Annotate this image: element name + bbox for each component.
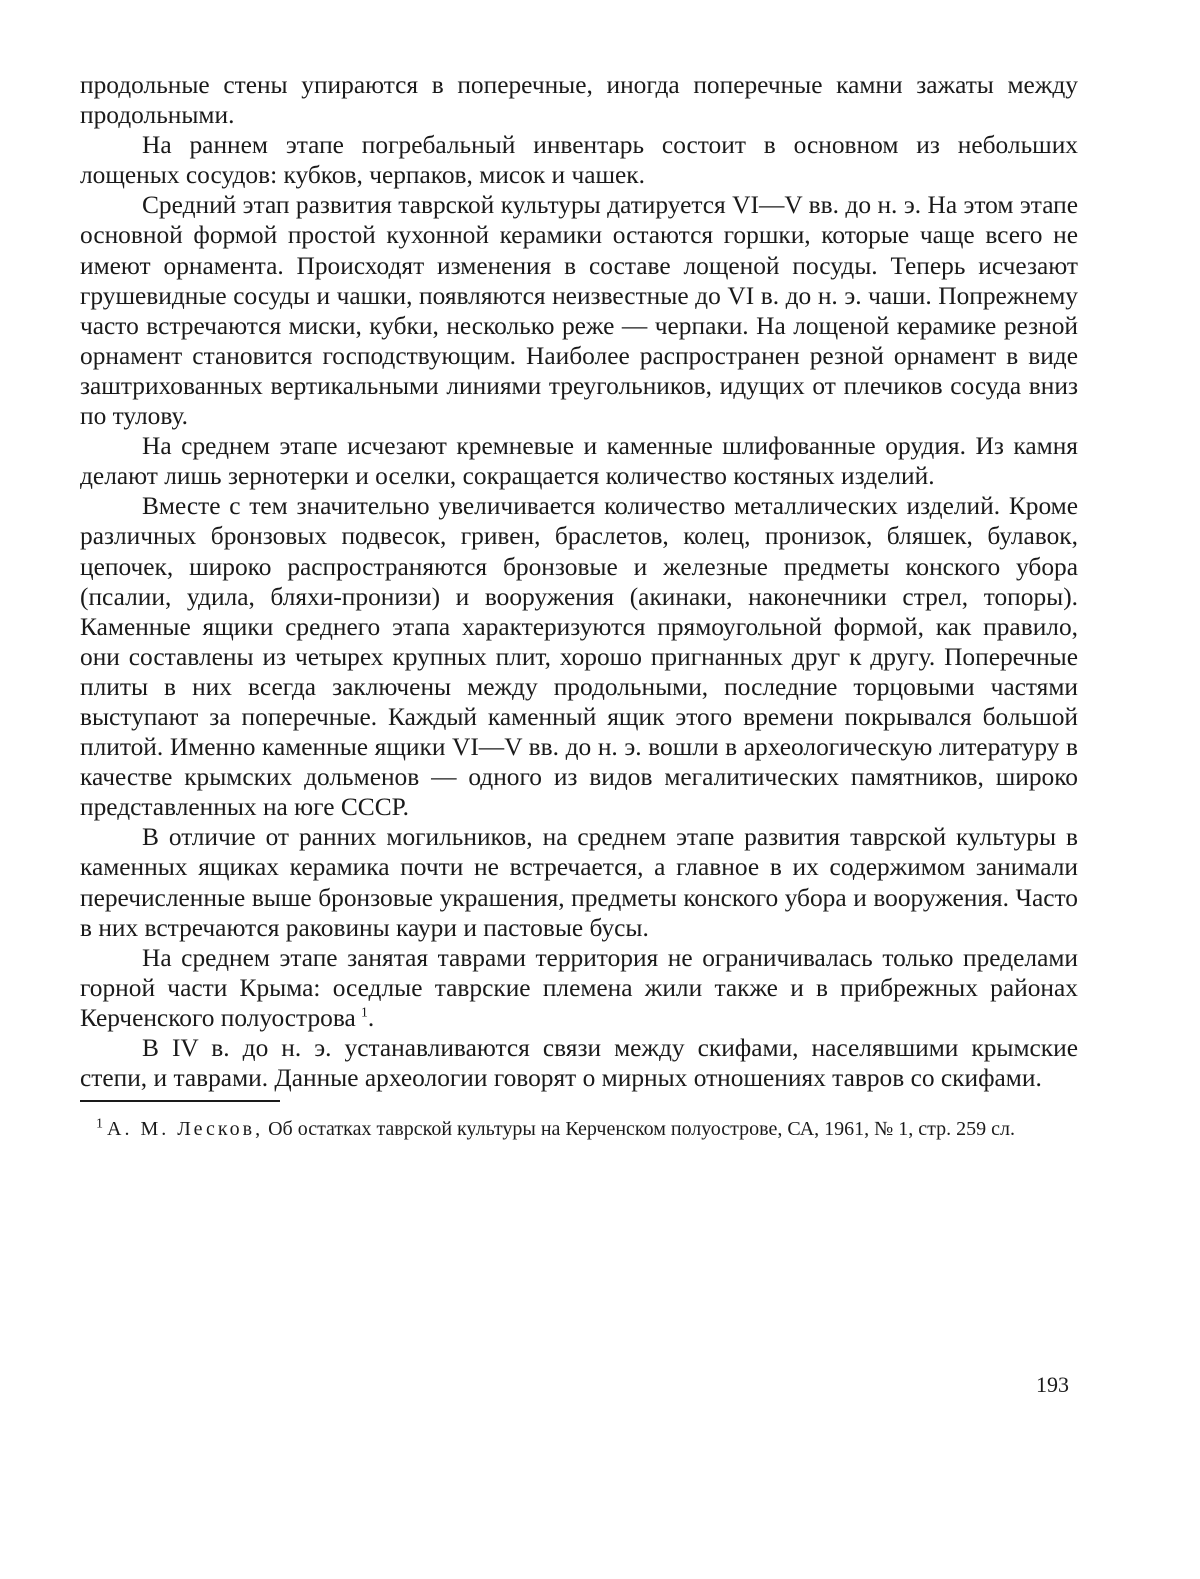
paragraph-3: Средний этап развития таврской культуры датируется VI—V вв. до н. э. На этом этапе основной формой простой кухонной керамики остаются горшки, которые чаще всего не имеют орнамента. Происходят изменения в составе лощеной посуды. Теперь исчезают грушевидные сосуды и чашки, появляются неизвестные до VI в. до н. э. чаши. Попрежнему часто встречаются миски, кубки, несколько реже — черпаки. На лощеной керамике резной орнамент становится господствующим. Наиболее распространен резной орнамент в виде заштрихованных вертикальными линиями треугольников, идущих от плечиков сосуда вниз по тулову. [80,191,1078,431]
footnote-text: Об остатках таврской культуры на Керченском полуострове, СА, 1961, № 1, стр. 259 сл. [268,1118,1015,1141]
footnote-marker: 1 [96,1116,103,1132]
paragraph-8: В IV в. до н. э. устанавливаются связи между скифами, населявшими крымские степи, и таврами. Данные археологии говорят о мирных отношениях тавров со скифами. [80,1034,1078,1093]
paragraph-4: На среднем этапе исчезают кремневые и каменные шлифованные орудия. Из камня делают лишь зернотерки и оселки, сокращается количество костяных изделий. [80,432,1078,491]
footnote-reference[interactable]: 1 [360,1005,368,1021]
footnote-divider [80,1100,280,1102]
page-number: 193 [1036,1372,1069,1397]
paragraph-2: На раннем этапе погребальный инвентарь состоит в основном из небольших лощеных сосудов: кубков, черпаков, мисок и чашек. [80,131,1078,190]
footnote [80,1116,1078,1143]
paragraph-7: На среднем этапе занятая таврами территория не ограничивалась только пределами горной части Крыма: оседлые таврские племена жили также и в прибрежных районах Керченского полуострова $^1$. [80,943,1078,1032]
page-body [80,70,1078,1143]
footnote-author: А. М. Лесков, [107,1118,264,1141]
paragraph-6: В отличие от ранних могильников, на среднем этапе развития таврской культуры в каменных ящиках керамика почти не встречается, а главное в их содержимом занимали перечисленные выше бронзовые украшения, предметы конского убора и вооружения. Часто в них встречаются раковины каури и пастовые бусы. [80,823,1078,942]
paragraph-7-text: На среднем этапе занятая таврами территория не ограничивалась только пределами горной части Крыма: оседлые таврские племена жили также и в прибрежных районах Керченского полуострова [80,943,1078,1032]
paragraph-1: продольные стены упираются в поперечные, иногда поперечные камни зажаты между продольными. [80,71,1078,130]
paragraph-5: Вместе с тем значительно увеличивается количество металлических изделий. Кроме различных бронзовых подвесок, гривен, браслетов, колец, пронизок, бляшек, булавок, цепочек, широко распространяются бронзовые и железные предметы конского убора (псалии, удила, бляхи-пронизи) и вооружения (акинаки, наконечники стрел, топоры). Каменные ящики среднего этапа характеризуются прямоугольной формой, как правило, они составлены из четырех крупных плит, хорошо пригнанных друг к другу. Поперечные плиты в них всегда заключены между продольными, последние торцовыми частями выступают за поперечные. Каждый каменный ящик этого времени покрывался большой плитой. Именно каменные ящики VI—V вв. до н. э. вошли в археологическую литературу в качестве крымских дольменов — одного из видов мегалитических памятников, широко представленных на юге СССР. [80,492,1078,822]
